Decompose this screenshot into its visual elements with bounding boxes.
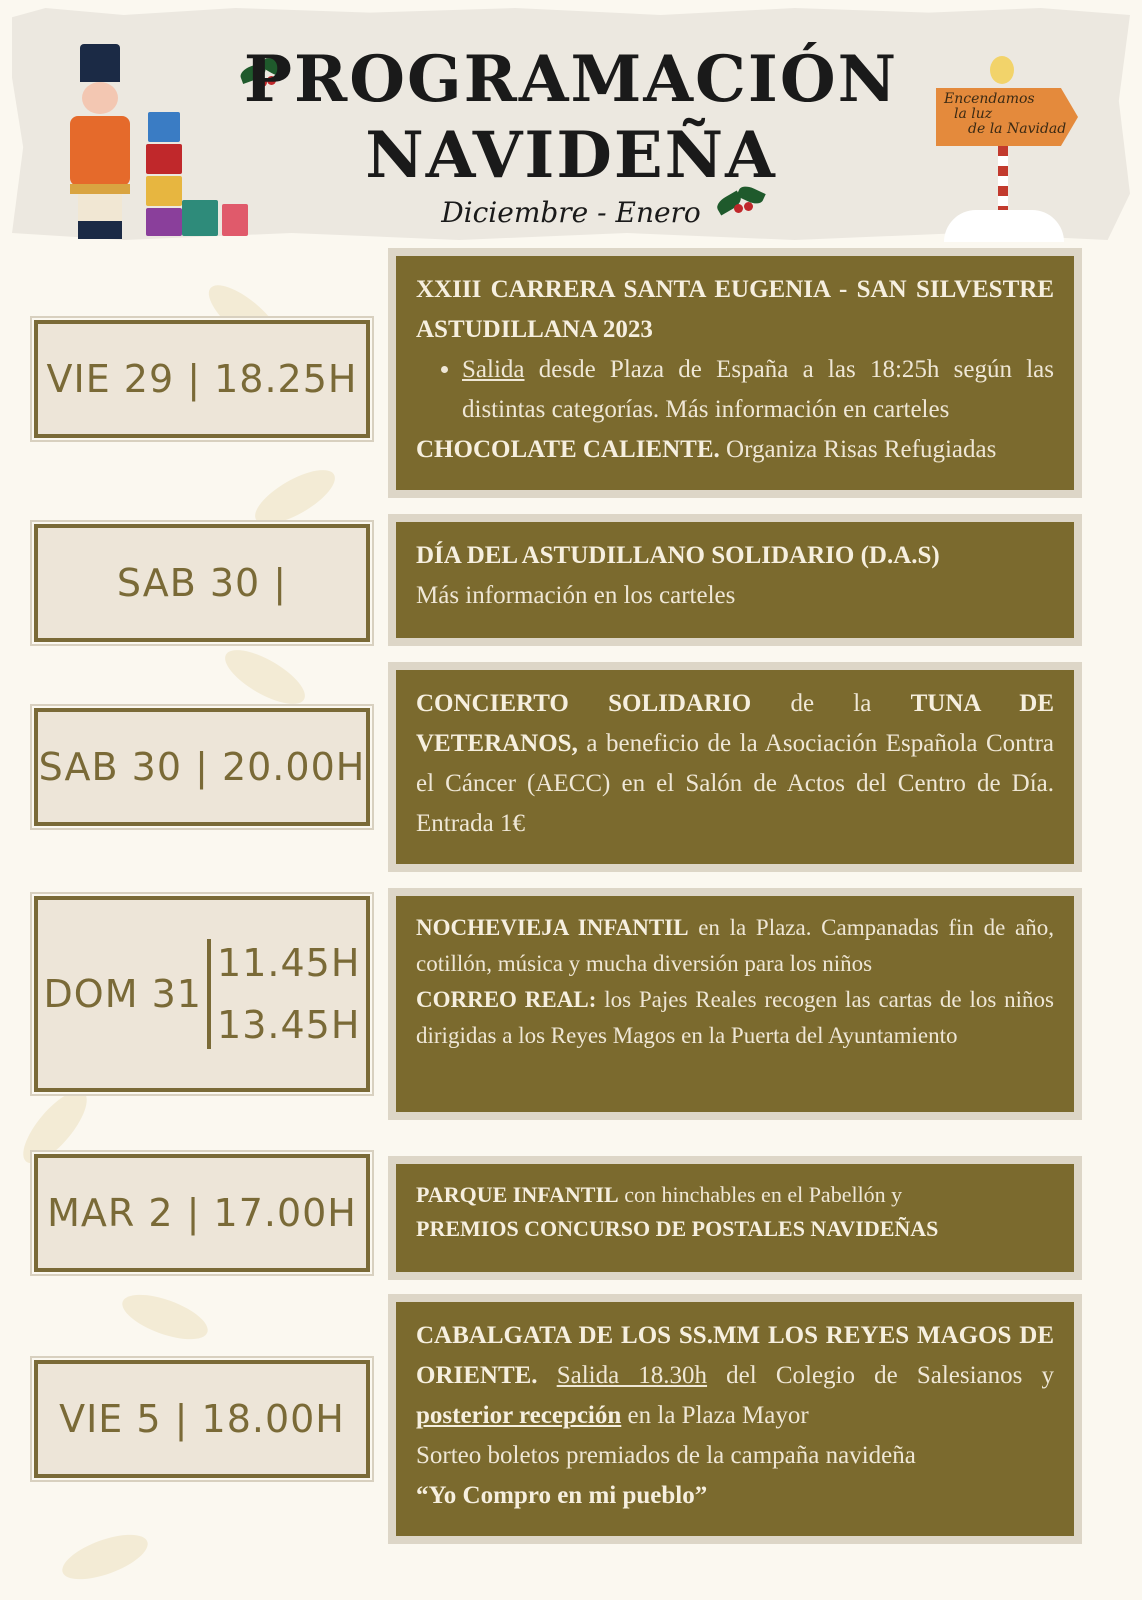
page-subtitle: Diciembre - Enero [441,196,701,229]
leaf-decoration [218,640,313,714]
event-date: VIE 5 | 18.00H [34,1360,370,1478]
snow-mound [944,210,1064,242]
leaf-decoration [57,1526,153,1589]
event-card [388,514,1082,646]
event-text: Más información en los carteles [416,582,736,609]
event-text: con hinchables en el Pabellón y [618,1182,903,1207]
event-bold: CONCIERTO SOLIDARIO [416,690,752,717]
event-text: del Colegio de Salesianos y [707,1362,1054,1389]
event-text: de la [751,690,911,717]
signpost-text [944,92,1066,137]
light-bulb-icon [990,56,1014,84]
event-bold: CORREO REAL: [416,987,597,1012]
event-time: 11.45H [217,941,361,985]
date-divider [207,939,211,1049]
page-title-line1: PROGRAMACIÓN [243,42,899,117]
event-text: en la Plaza Mayor [621,1402,809,1429]
event-bold: PARQUE INFANTIL [416,1182,619,1207]
event-text: en la Plaza. Campanadas fin de año, cotillón, música y mucha diversión para los niños [416,915,1054,976]
page-title-line2: NAVIDEÑA [365,118,777,193]
event-card [388,662,1082,872]
signpost-line1: Encendamos [944,91,1035,107]
event-bold: “Yo Compro en mi pueblo” [416,1482,708,1509]
event-card [388,1156,1082,1280]
event-bold: NOCHEVIEJA INFANTIL [416,915,689,940]
event-bold: TUNA DE VETERANOS, [416,690,1055,757]
event-title: DÍA DEL ASTUDILLANO SOLIDARIO (D.A.S) [416,542,940,569]
event-extra-text: Organiza Risas Refugiadas [719,436,997,463]
event-text: los Pajes Reales recogen las cartas de los niños dirigidas a los Reyes Magos en la Puerta del Ayuntamiento [416,987,1054,1048]
event-link: Salida [462,356,525,383]
signpost-line2: la luz [954,106,993,122]
event-date: SAB 30 | 20.00H [34,708,370,826]
event-link: posterior recepción [416,1402,622,1429]
event-date: VIE 29 | 18.25H [34,320,370,438]
signpost-line3: de la Navidad [968,121,1067,137]
event-time: 13.45H [217,1003,361,1047]
event-extra-bold: CHOCOLATE CALIENTE. [416,436,720,463]
event-card [388,888,1082,1120]
event-bold: CABALGATA DE LOS SS.MM LOS REYES MAGOS DE ORIENTE. [416,1322,1054,1389]
event-bold: PREMIOS CONCURSO DE POSTALES NAVIDEÑAS [416,1216,939,1241]
event-card [388,248,1082,498]
event-text: Sorteo boletos premiados de la campaña navideña [416,1442,916,1469]
leaf-decoration [117,1286,213,1349]
event-date [34,896,370,1092]
event-link: Salida 18.30h [556,1362,708,1389]
event-text: desde Plaza de España a las 18:25h según las distintas categorías. Más información en carteles [462,356,1054,423]
event-text: a beneficio de la Asociación Española Contra el Cáncer (AECC) en el Salón de Actos del Centro de Día. Entrada 1€ [416,730,1054,837]
event-title: XXIII CARRERA SANTA EUGENIA - SAN SILVESTRE ASTUDILLANA 2023 [416,276,1054,343]
event-date: SAB 30 | [34,524,370,642]
event-date: MAR 2 | 17.00H [34,1154,370,1272]
event-date-day: DOM 31 [43,972,202,1016]
event-card [388,1294,1082,1544]
